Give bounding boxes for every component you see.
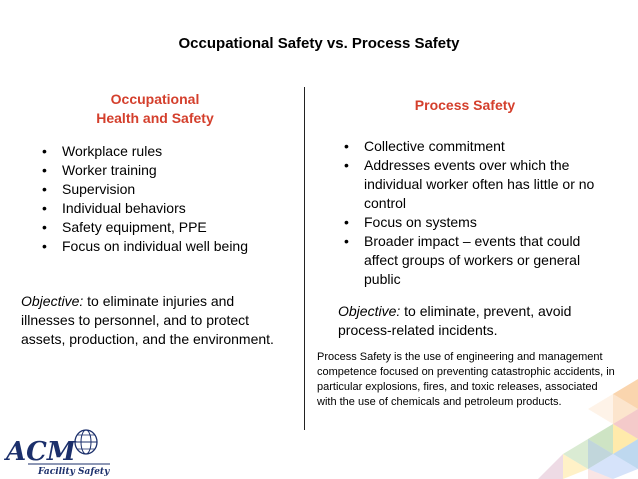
logo-letters: ACM bbox=[6, 437, 76, 467]
process-safety-definition: Process Safety is the use of engineering and management competence focused on preventing catastrophic accidents, in particular explosions, fires, and toxic releases, associated with the use of chemicals and petroleum products. bbox=[317, 351, 615, 408]
list-item: • Focus on systems bbox=[338, 213, 618, 232]
deco-triangle bbox=[588, 394, 613, 424]
list-item: • Addresses events over which the individual worker often has little or no control bbox=[338, 156, 618, 213]
deco-triangle bbox=[538, 454, 563, 479]
objective-text: to eliminate injuries and illnesses to personnel, and to protect assets, production, and the environment. bbox=[21, 293, 274, 347]
list-item: • Focus on individual well being bbox=[36, 237, 298, 256]
column-divider bbox=[304, 87, 305, 430]
objective-label: Objective: bbox=[21, 293, 84, 309]
process-safety-bullet-list bbox=[338, 137, 618, 289]
logo-tagline: Facility Safety bbox=[38, 467, 110, 476]
objective-label: Objective: bbox=[338, 303, 401, 319]
slide-title: Occupational Safety vs. Process Safety bbox=[178, 35, 460, 52]
list-item: • Broader impact – events that could affect groups of workers or general public bbox=[338, 232, 618, 289]
list-item: • Individual behaviors bbox=[36, 199, 298, 218]
process-safety-heading: Process Safety bbox=[414, 97, 516, 113]
list-item: • Supervision bbox=[36, 180, 298, 199]
list-item: • Worker training bbox=[36, 161, 298, 180]
list-item: • Workplace rules bbox=[36, 142, 298, 161]
list-item: • Collective commitment bbox=[338, 137, 618, 156]
occupational-heading-line2: Health and Safety bbox=[96, 110, 214, 126]
occupational-heading bbox=[70, 90, 240, 128]
process-safety-objective bbox=[338, 302, 578, 340]
acm-facility-safety-logo bbox=[4, 424, 114, 476]
occupational-heading-line1: Occupational bbox=[110, 91, 200, 107]
decorative-triangles bbox=[438, 339, 638, 479]
list-item: • Safety equipment, PPE bbox=[36, 218, 298, 237]
occupational-bullet-list bbox=[36, 142, 298, 256]
objective-text: to eliminate, prevent, avoid process-related incidents. bbox=[338, 303, 572, 338]
occupational-objective bbox=[21, 292, 291, 349]
